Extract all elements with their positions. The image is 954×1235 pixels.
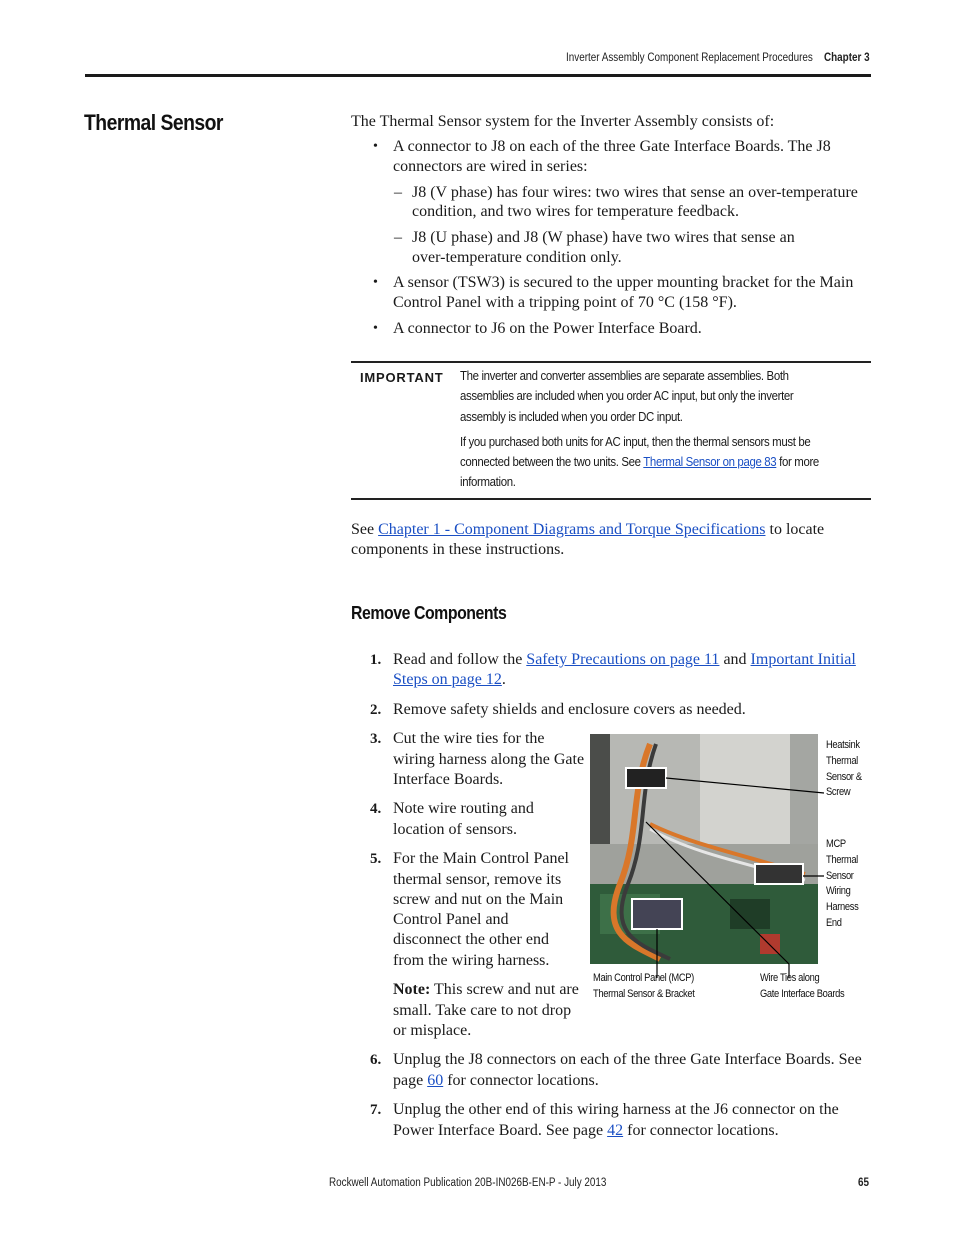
important-label: IMPORTANT xyxy=(360,370,444,385)
header-rule xyxy=(85,74,871,77)
callout-line: Sensor xyxy=(826,869,854,882)
dash-text: over-temperature condition only. xyxy=(412,249,622,266)
step-text-segment: Power Interface Board. See page xyxy=(393,1122,608,1139)
important-text-segment: connected between the two units. See xyxy=(460,454,644,469)
dash-text: J8 (U phase) and J8 (W phase) have two wires that sense an xyxy=(412,229,795,246)
callout-line: End xyxy=(826,916,842,929)
bullet-text: A connector to J6 on the Power Interface Board. xyxy=(393,320,702,337)
callout-line: Wiring xyxy=(826,885,851,898)
note-text xyxy=(393,980,579,1001)
callout-line: Wire Ties along xyxy=(760,972,820,984)
step-number: 1. xyxy=(370,652,382,668)
callout-line: Main Control Panel (MCP) xyxy=(593,972,694,984)
running-header-title: Inverter Assembly Component Replacement Procedures xyxy=(566,52,813,64)
heatsink-leader xyxy=(666,778,824,793)
note-label: Note: xyxy=(393,981,431,998)
step-text: screw and nut on the Main xyxy=(393,891,564,908)
thermal-sensor-page-83-link[interactable]: Thermal Sensor on page 83 xyxy=(643,454,777,469)
step-text: For the Main Control Panel xyxy=(393,850,569,867)
step-number: 4. xyxy=(370,801,382,817)
step-number: 6. xyxy=(370,1052,382,1068)
note-text-segment: This screw and nut are xyxy=(430,981,579,998)
step-text xyxy=(393,1071,599,1092)
step-text: Note wire routing and xyxy=(393,800,534,817)
callout-line: Heatsink xyxy=(826,739,860,751)
step-text-segment: for connector locations. xyxy=(623,1122,779,1139)
step-text-segment: for connector locations. xyxy=(443,1072,599,1089)
bullet-marker: • xyxy=(373,321,378,336)
running-header-chapter: Chapter 3 xyxy=(824,52,870,64)
dash-text: condition, and two wires for temperature feedback. xyxy=(412,203,739,220)
callout-line: Thermal xyxy=(826,853,858,866)
step-text: thermal sensor, remove its xyxy=(393,871,562,888)
callout-line: Thermal Sensor & Bracket xyxy=(593,987,695,1000)
note-text: small. Take care to not drop xyxy=(393,1002,572,1019)
bullet-text: connectors are wired in series: xyxy=(393,158,588,175)
important-text-segment: for more xyxy=(776,454,819,469)
step-text xyxy=(393,670,506,691)
step-text-segment: . xyxy=(501,671,506,688)
step-number: 5. xyxy=(370,851,382,867)
bullet-marker: • xyxy=(373,275,378,290)
page-number: 65 xyxy=(858,1177,870,1189)
callout-line: Harness xyxy=(826,901,859,914)
page-42-link[interactable]: 42 xyxy=(607,1122,624,1139)
page-60-link[interactable]: 60 xyxy=(427,1072,444,1089)
step-text xyxy=(393,1121,779,1142)
important-text: information. xyxy=(460,474,516,489)
step-number: 3. xyxy=(370,731,382,747)
callout-wire-ties xyxy=(760,971,844,1003)
callout-lines xyxy=(590,734,826,978)
callout-mcp-harness xyxy=(826,837,858,932)
bullet-text: A sensor (TSW3) is secured to the upper mounting bracket for the Main xyxy=(393,274,854,291)
step-text: Unplug the J8 connectors on each of the three Gate Interface Boards. See xyxy=(393,1051,862,1068)
callout-line: Gate Interface Boards xyxy=(760,987,845,1000)
step-text-segment: Read and follow the xyxy=(393,651,527,668)
step-text: location of sensors. xyxy=(393,821,517,838)
step-number: 2. xyxy=(370,702,382,718)
step-text-segment: and xyxy=(719,651,751,668)
callout-line: MCP xyxy=(826,838,846,850)
safety-precautions-link[interactable]: Safety Precautions on page 11 xyxy=(526,651,720,668)
bullet-text: A connector to J8 on each of the three Gate Interface Boards. The J8 xyxy=(393,138,831,155)
see-paragraph-line2: components in these instructions. xyxy=(351,541,565,558)
callout-heatsink-sensor xyxy=(826,738,862,801)
chapter-1-link[interactable]: Chapter 1 - Component Diagrams and Torque Specifications xyxy=(378,521,766,538)
remove-components-heading: Remove Components xyxy=(351,603,507,623)
step-text: Control Panel and xyxy=(393,911,509,928)
important-initial-steps-link[interactable]: Steps on page 12 xyxy=(393,671,502,688)
step-number: 7. xyxy=(370,1102,382,1118)
step-text: from the wiring harness. xyxy=(393,952,550,969)
step-text: wiring harness along the Gate xyxy=(393,751,585,768)
dash-marker: – xyxy=(394,229,402,246)
callout-line: Thermal xyxy=(826,754,858,767)
important-text xyxy=(460,452,830,473)
step-text xyxy=(393,650,856,671)
callout-line: Sensor & xyxy=(826,770,862,783)
step-text-segment: page xyxy=(393,1072,428,1089)
important-text: The inverter and converter assemblies are separate assemblies. Both xyxy=(460,368,789,383)
see-paragraph xyxy=(351,520,824,541)
see-text: See xyxy=(351,521,379,538)
important-text: If you purchased both units for AC input, then the thermal sensors must be xyxy=(460,434,811,449)
bullet-marker: • xyxy=(373,139,378,154)
step-text: Cut the wire ties for the xyxy=(393,730,545,747)
note-text: or misplace. xyxy=(393,1022,472,1039)
callout-line: Screw xyxy=(826,786,851,799)
section-title: Thermal Sensor xyxy=(84,110,223,135)
see-text: to locate xyxy=(765,521,825,538)
dash-text: J8 (V phase) has four wires: two wires that sense an over-temperature xyxy=(412,184,858,201)
dash-marker: – xyxy=(394,184,402,201)
step-text: Remove safety shields and enclosure covers as needed. xyxy=(393,701,746,718)
footer-publication: Rockwell Automation Publication 20B-IN026B-EN-P - July 2013 xyxy=(329,1177,607,1189)
callout-mcp-sensor xyxy=(593,971,694,1003)
intro-paragraph: The Thermal Sensor system for the Inverter Assembly consists of: xyxy=(351,113,775,130)
step-text: disconnect the other end xyxy=(393,931,549,948)
bullet-text: Control Panel with a tripping point of 70 °C (158 °F). xyxy=(393,294,737,311)
wire-ties-leader xyxy=(646,822,789,964)
important-text: assembly is included when you order DC input. xyxy=(460,409,683,424)
important-text: assemblies are included when you order AC input, but only the inverter xyxy=(460,388,794,403)
step-text: Unplug the other end of this wiring harness at the J6 connector on the xyxy=(393,1101,839,1118)
step-text: Interface Boards. xyxy=(393,771,504,788)
important-initial-steps-link[interactable]: Important Initial xyxy=(750,651,856,668)
